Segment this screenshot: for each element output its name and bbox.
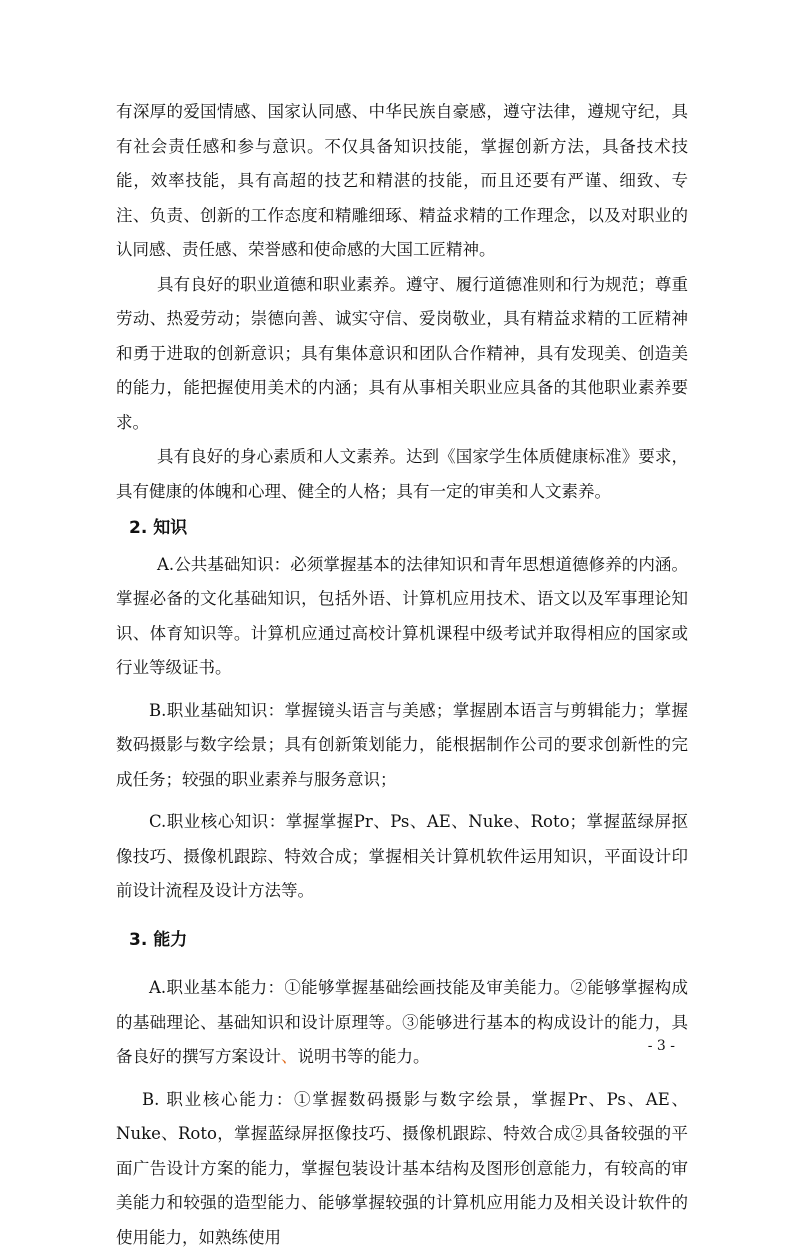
paragraph-professional-basic-ability <box>116 971 688 1075</box>
paragraph-professional-ethics: 具有良好的职业道德和职业素养。遵守、履行道德准则和行为规范；尊重劳动、热爱劳动；崇德向善、诚实守信、爱岗敬业，具有精益求精的工匠精神和勇于进取的创新意识；具有集体意识和团队合作精神，具有发现美、创造美的能力，能把握使用美术的内涵；具有从事相关职业应具备的其他职业素养要求。 <box>116 268 688 441</box>
heading-knowledge: 2. 知识 <box>116 511 688 546</box>
paragraph-physical-quality: 具有良好的身心素质和人文素养。达到《国家学生体质健康标准》要求，具有健康的体魄和心理、健全的人格；具有一定的审美和人文素养。 <box>116 440 688 509</box>
ability-a-text-end: 说明书等的能力。 <box>298 1047 430 1066</box>
paragraph-patriotism: 有深厚的爱国情感、国家认同感、中华民族自豪感，遵守法律，遵规守纪，具有社会责任感和参与意识。不仅具备知识技能，掌握创新方法，具备技术技能，效率技能，具有高超的技艺和精湛的技能，而且还要有严谨、细致、专注、负责、创新的工作态度和精雕细琢、精益求精的工作理念，以及对职业的认同感、责任感、荣誉感和使命感的大国工匠精神。 <box>116 95 688 268</box>
ability-a-accent-mark: 、 <box>281 1047 298 1066</box>
page-number: - 3 - <box>648 1038 675 1054</box>
paragraph-public-basic-knowledge: A.公共基础知识：必须掌握基本的法律知识和青年思想道德修养的内涵。掌握必备的文化基础知识，包括外语、计算机应用技术、语文以及军事理论知识、体育知识等。计算机应通过高校计算机课程中级考试并取得相应的国家或行业等级证书。 <box>116 548 688 686</box>
paragraph-professional-core-knowledge: C.职业核心知识：掌握掌握Pr、Ps、AE、Nuke、Roto；掌握蓝绿屏抠像技巧、摄像机跟踪、特效合成；掌握相关计算机软件运用知识，平面设计印前设计流程及设计方法等。 <box>116 805 688 909</box>
document-body <box>116 95 688 1255</box>
ability-a-text-start: A.职业基本能力：①能够掌握基础绘画技能及审美能力。②能够掌握构成的基础理论、基础知识和设计原理等。③能够进行基本的构成设计的能力，具备良好的撰写方案设计 <box>116 978 688 1066</box>
heading-ability: 3. 能力 <box>116 923 688 958</box>
paragraph-professional-core-ability: B. 职业核心能力：①掌握数码摄影与数字绘景，掌握Pr、Ps、AE、Nuke、Roto，掌握蓝绿屏抠像技巧、摄像机跟踪、特效合成②具备较强的平面广告设计方案的能力，掌握包装设计基本结构及图形创意能力，有较高的审美能力和较强的造型能力、能够掌握较强的计算机应用能力及相关设计软件的使用能力，如熟练使用 <box>116 1083 688 1255</box>
paragraph-professional-basic-knowledge: B.职业基础知识：掌握镜头语言与美感；掌握剧本语言与剪辑能力；掌握数码摄影与数字绘景；具有创新策划能力，能根据制作公司的要求创新性的完成任务；较强的职业素养与服务意识； <box>116 694 688 798</box>
